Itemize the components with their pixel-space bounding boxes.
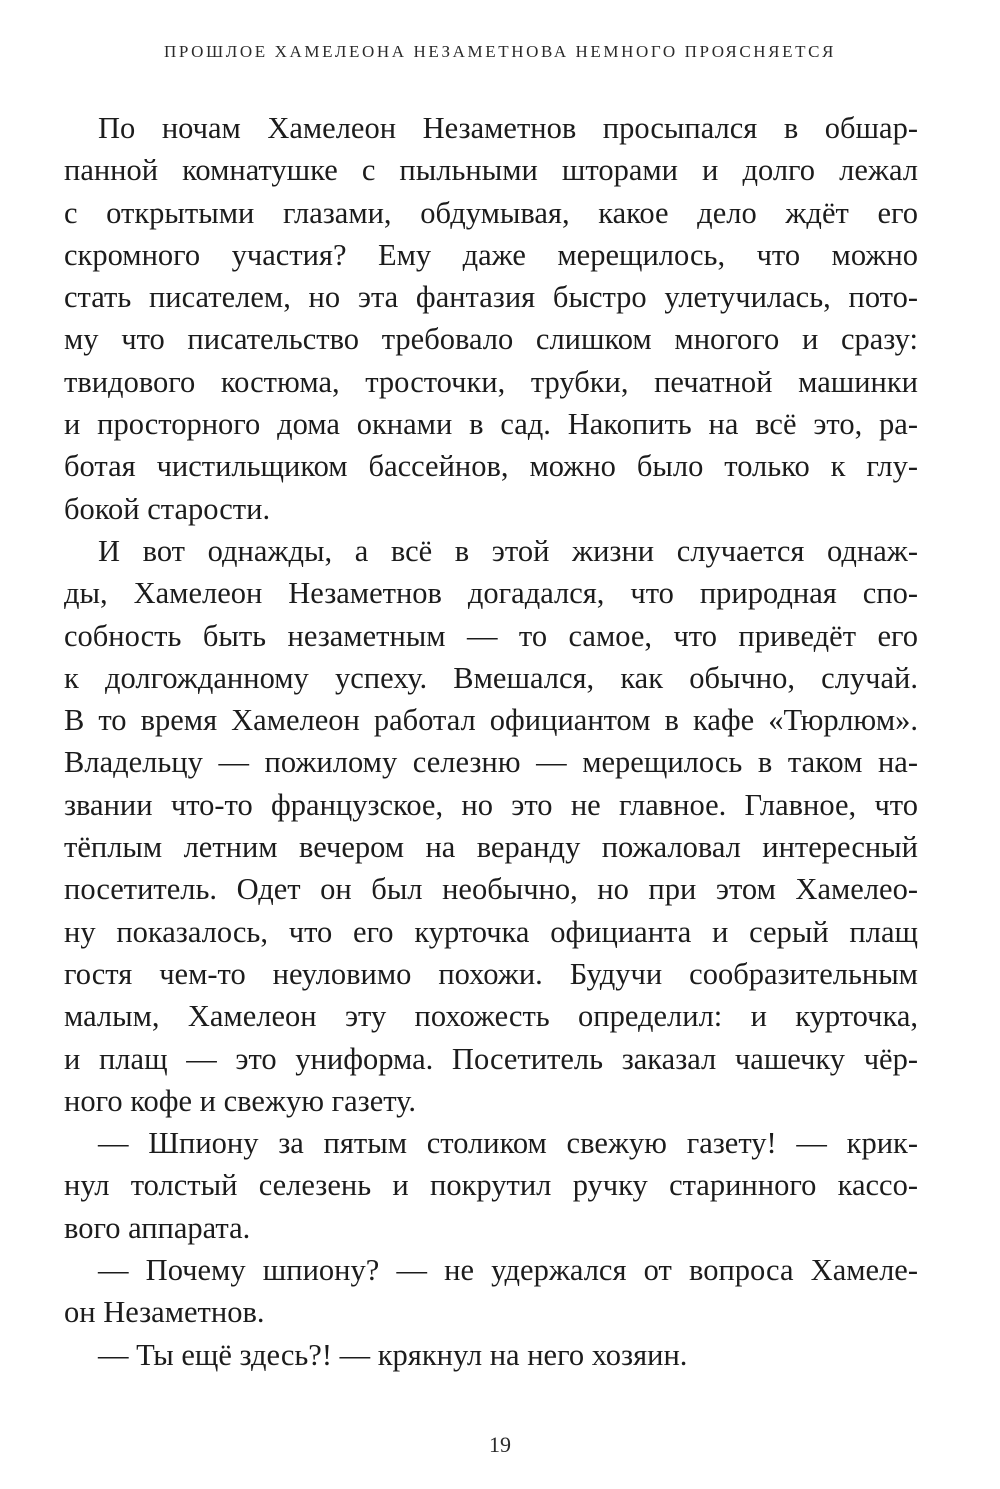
page-number: 19 bbox=[489, 1432, 511, 1457]
text-line: По ночам Хамелеон Незаметнов просыпался в обшар- bbox=[98, 111, 918, 145]
text-line: — Ты ещё здесь?! — крякнул на него хозяин. bbox=[98, 1337, 688, 1372]
paragraph bbox=[64, 1249, 918, 1334]
text-line: малым, Хамелеон эту похожесть определил: и курточка, bbox=[64, 999, 918, 1034]
text-line: ботая чистильщиком бассейнов, можно было только к глу- bbox=[64, 449, 918, 484]
paragraph bbox=[64, 530, 918, 1122]
running-head: ПРОШЛОЕ ХАМЕЛЕОНА НЕЗАМЕТНОВА НЕМНОГО ПРОЯСНЯЕТСЯ bbox=[164, 42, 836, 61]
paragraph bbox=[64, 1122, 918, 1249]
text-line: к долгожданному успеху. Вмешался, как обычно, случай. bbox=[64, 660, 918, 695]
text-line: И вот однажды, а всё в этой жизни случается однаж- bbox=[98, 533, 918, 568]
text-line: ного кофе и свежую газету. bbox=[64, 1083, 417, 1118]
text-line: ну показалось, что его курточка официанта и серый плащ bbox=[64, 914, 918, 949]
text-line: бокой старости. bbox=[64, 491, 271, 526]
text-line: му что писательство требовало слишком многого и сразу: bbox=[64, 322, 918, 357]
paragraph bbox=[64, 1334, 918, 1376]
text-line: тёплым летним вечером на веранду пожаловал интересный bbox=[64, 830, 918, 865]
text-line: гостя чем-то неуловимо похожи. Будучи сообразительным bbox=[64, 956, 918, 991]
text-line: В то время Хамелеон работал официантом в кафе «Тюрлюм». bbox=[64, 703, 918, 738]
text-line: он Незаметнов. bbox=[64, 1295, 265, 1330]
text-line: — Почему шпиону? — не удержался от вопроса Хамеле- bbox=[98, 1253, 918, 1288]
text-line: Владельцу — пожилому селезню — мерещилось в таком на- bbox=[64, 745, 918, 780]
text-line: вого аппарата. bbox=[64, 1210, 251, 1245]
body-text bbox=[64, 107, 918, 1376]
text-line: стать писателем, но эта фантазия быстро улетучилась, пото- bbox=[64, 280, 918, 315]
text-line: собность быть незаметным — то самое, что приведёт его bbox=[64, 618, 918, 653]
text-line: и плащ — это униформа. Посетитель заказал чашечку чёр- bbox=[64, 1041, 918, 1076]
text-line: посетитель. Одет он был необычно, но при этом Хамелео- bbox=[64, 872, 918, 907]
text-line: и просторного дома окнами в сад. Накопить на всё это, ра- bbox=[64, 407, 918, 442]
text-line: панной комнатушке с пыльными шторами и долго лежал bbox=[64, 153, 918, 188]
paragraph bbox=[64, 107, 918, 530]
text-line: твидового костюма, тросточки, трубки, печатной машинки bbox=[64, 364, 918, 399]
text-line: ды, Хамелеон Незаметнов догадался, что природная спо- bbox=[64, 576, 918, 611]
text-line: — Шпиону за пятым столиком свежую газету! — крик- bbox=[98, 1126, 918, 1161]
text-line: с открытыми глазами, обдумывая, какое дело ждёт его bbox=[64, 195, 918, 230]
text-line: скромного участия? Ему даже мерещилось, что можно bbox=[64, 237, 918, 272]
text-line: нул толстый селезень и покрутил ручку старинного кассо- bbox=[64, 1168, 918, 1203]
text-line: звании что-то французское, но это не главное. Главное, что bbox=[64, 787, 918, 822]
